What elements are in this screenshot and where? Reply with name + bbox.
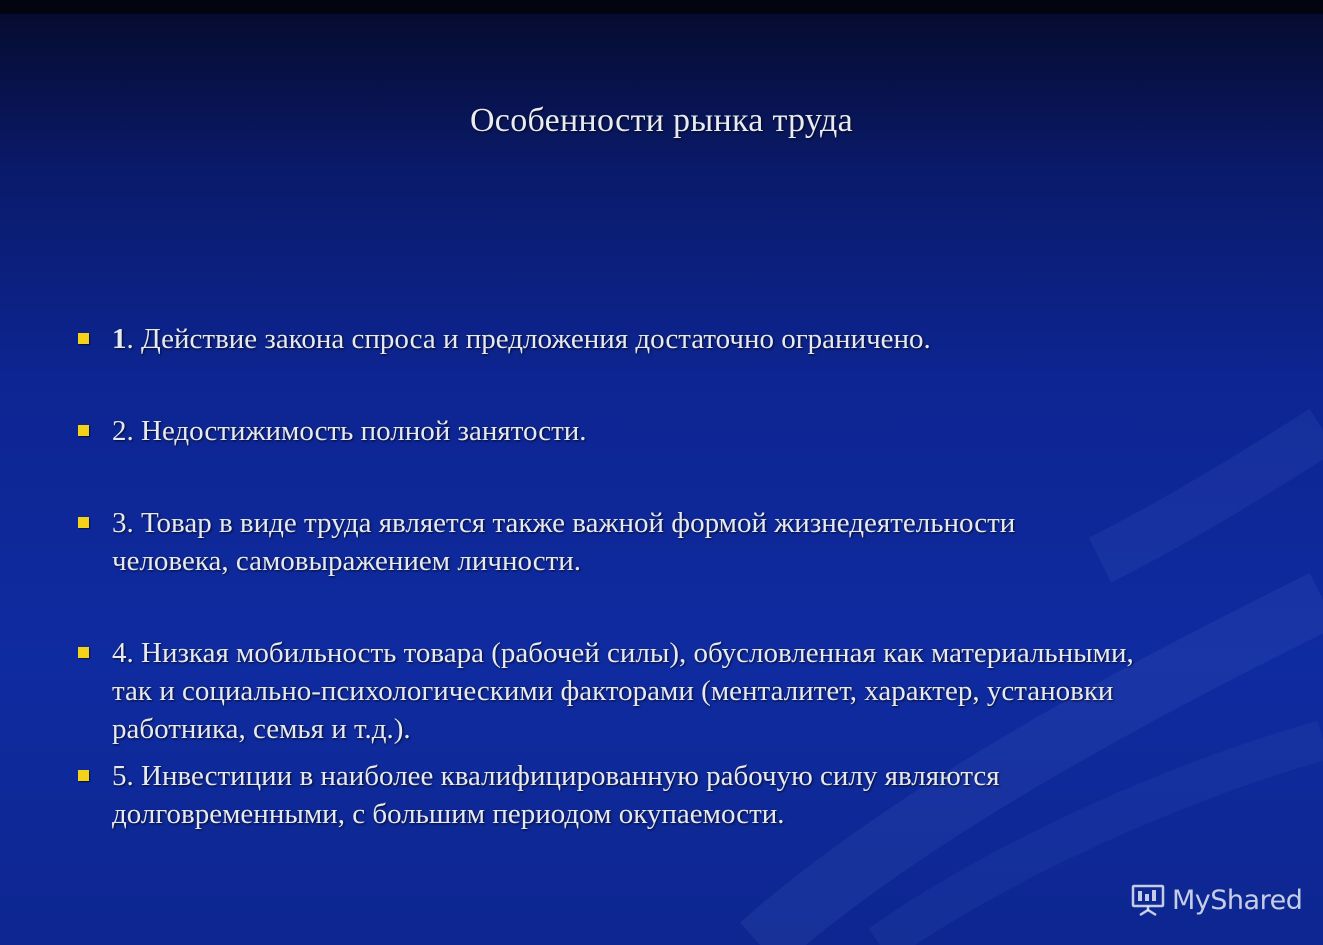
slide-title: Особенности рынка труда [469, 102, 854, 139]
bullet-marker-icon [78, 333, 89, 344]
bullet-text: 3. Товар в виде труда является также важной формой жизнедеятельности человека, самовыражением личности. [112, 507, 1016, 577]
bullet-marker-icon [78, 647, 89, 658]
bullet-item-2 [78, 412, 1268, 450]
bullet-text: 2. Недостижимость полной занятости. [112, 415, 587, 447]
bullet-item-3 [78, 504, 1268, 580]
bullet-text: 4. Низкая мобильность товара (рабочей силы), обусловленная как материальными, так и социально-психологическими факторами (менталитет, характер, установки работника, семья и т.д.). [112, 637, 1134, 745]
bullet-text: . Действие закона спроса и предложения достаточно ограничено. [126, 323, 931, 355]
bullet-marker-icon [78, 517, 89, 528]
bullet-marker-icon [78, 425, 89, 436]
bullet-marker-icon [78, 770, 89, 781]
bullet-number: 1 [112, 323, 127, 355]
bullet-text: 5. Инвестиции в наиболее квалифицированную рабочую силу являются долговременными, с большим периодом окупаемости. [112, 760, 1000, 830]
watermark-text: MyShared [1172, 884, 1303, 916]
bullet-item-4 [78, 634, 1268, 748]
top-strip [0, 0, 1323, 14]
bullet-item-1 [78, 320, 1268, 358]
bullet-item-5 [78, 757, 1268, 833]
watermark[interactable] [1130, 880, 1310, 920]
presentation-board-icon [1130, 882, 1166, 918]
